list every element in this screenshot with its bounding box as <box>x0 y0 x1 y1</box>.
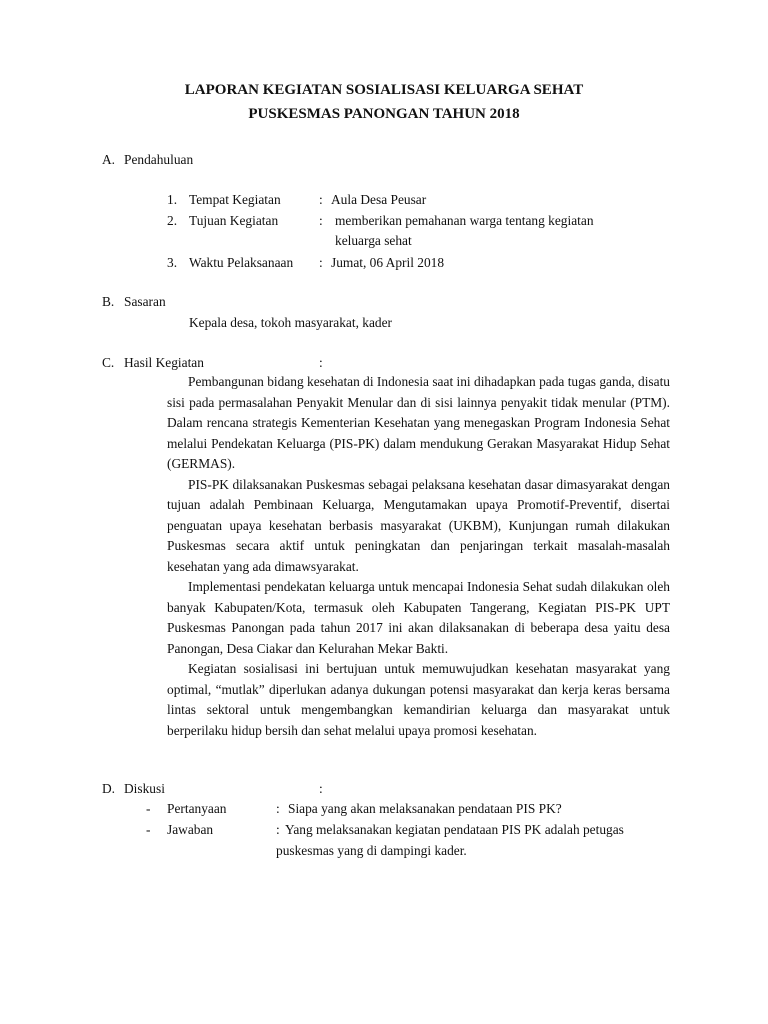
section-a-letter: A. <box>102 152 116 167</box>
item-3-value: Jumat, 06 April 2018 <box>331 255 445 270</box>
diskusi-q-colon: : <box>276 801 280 816</box>
hasil-paragraph-1: Pembangunan bidang kesehatan di Indonesia saat ini dihadapkan pada tugas ganda, disatu sisi pada permasalahan Penyakit Menular dan di sisi lainnya penyakit tidak menular (PTM). Dalam rencana strategis Kementerian Kesehatan yang menegaskan Program Indonesia Sehat melalui Pendekatan Keluarga (PIS-PK) dalam mendukung Gerakan Masyarakat Hidup Sehat (GERMAS). <box>167 374 670 471</box>
item-1-colon: : <box>319 192 323 207</box>
hasil-paragraph-3: Implementasi pendekatan keluarga untuk mencapai Indonesia Sehat sudah dilakukan oleh banyak Kabupaten/Kota, termasuk oleh Kabupaten Tangerang, Kegiatan PIS-PK UPT Puskesmas Panongan pada tahun 2017 ini akan dilaksanakan di beberapa desa yaitu desa Panongan, Desa Ciakar dan Kelurahan Mekar Bakti. <box>167 579 670 656</box>
diskusi-q-value: Siapa yang akan melaksanakan pendataan PIS PK? <box>288 801 562 816</box>
diskusi-a-value: Yang melaksanakan kegiatan pendataan PIS PK adalah petugas <box>285 822 624 837</box>
diskusi-a-value-cont: puskesmas yang di dampingi kader. <box>276 843 467 858</box>
section-c-letter: C. <box>102 355 115 370</box>
section-b-letter: B. <box>102 294 115 309</box>
section-b-heading: Sasaran <box>124 294 166 309</box>
section-c-heading: Hasil Kegiatan <box>124 355 204 370</box>
item-3-number: 3. <box>167 255 178 270</box>
item-2-colon: : <box>319 213 323 228</box>
sasaran-text: Kepala desa, tokoh masyarakat, kader <box>189 315 393 330</box>
item-3-label: Waktu Pelaksanaan <box>189 255 294 270</box>
hasil-kegiatan-body <box>167 372 670 741</box>
item-2-number: 2. <box>167 213 178 228</box>
diskusi-a-dash: - <box>146 822 151 837</box>
document-title-line-2: PUSKESMAS PANONGAN TAHUN 2018 <box>248 106 520 122</box>
item-2-value: memberikan pemahanan warga tentang kegiatan <box>335 213 594 228</box>
item-3-colon: : <box>319 255 323 270</box>
diskusi-q-dash: - <box>146 801 151 816</box>
item-2-label: Tujuan Kegiatan <box>189 213 279 228</box>
diskusi-q-label: Pertanyaan <box>167 801 227 816</box>
section-d-letter: D. <box>102 781 116 796</box>
document-title-line-1: LAPORAN KEGIATAN SOSIALISASI KELUARGA SEHAT <box>184 82 584 98</box>
item-1-value: Aula Desa Peusar <box>331 192 427 207</box>
section-d-heading: Diskusi <box>124 781 165 796</box>
hasil-paragraph-2: PIS-PK dilaksanakan Puskesmas sebagai pelaksana kesehatan dasar dimasyarakat dengan tujuan adalah Pembinaan Keluarga, Mengutamakan upaya Promotif-Preventif, disertai penguatan upaya kesehatan berbasis masyarakat (UKBM), Kunjungan rumah dilakukan Puskesmas secara aktif untuk peningkatan dan penjaringan terkait masalah-masalah kesehatan yang ada dimawsyarakat. <box>167 476 670 574</box>
diskusi-a-colon: : <box>276 822 280 837</box>
item-1-label: Tempat Kegiatan <box>189 192 281 207</box>
hasil-paragraph-4: Kegiatan sosialisasi ini bertujuan untuk memuwujudkan kesehatan masyarakat yang optimal, “mutlak” diperlukan adanya dukungan potensi masyarakat dan kerja keras bersama lintas sektoral untuk mengembangkan kemandirian keluarga dan masyarakat untuk berperilaku hidup bersih dan sehat melalui upaya promosi kesehatan. <box>167 661 670 738</box>
section-d-colon: : <box>319 781 323 796</box>
item-2-value-cont: keluarga sehat <box>335 233 412 248</box>
item-1-number: 1. <box>167 192 178 207</box>
section-c-colon: : <box>319 355 323 370</box>
section-a-heading: Pendahuluan <box>124 152 194 167</box>
diskusi-a-label: Jawaban <box>167 822 214 837</box>
